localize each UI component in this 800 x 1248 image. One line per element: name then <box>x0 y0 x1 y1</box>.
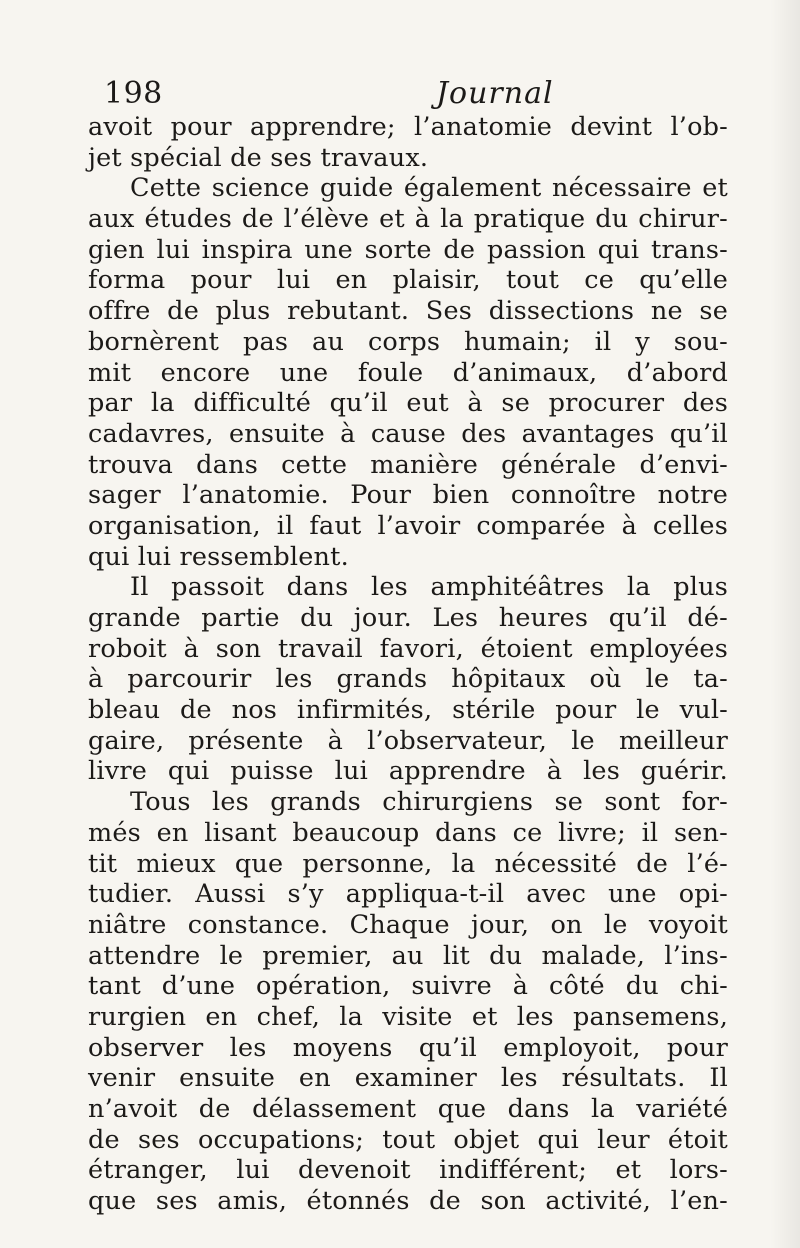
text-line: attendre le premier, au lit du malade, l’ins- <box>88 940 728 971</box>
text-line: forma pour lui en plaisir, tout ce qu’elle <box>88 265 728 296</box>
text-line: à parcourir les grands hôpitaux où le ta- <box>88 664 728 695</box>
page-edge-shadow <box>770 0 800 1248</box>
text-line: gaire, présente à l’observateur, le meilleur <box>88 725 728 756</box>
text-line: que ses amis, étonnés de son activité, l’en- <box>88 1186 728 1217</box>
text-line: étranger, lui devenoit indifférent; et lors- <box>88 1155 728 1186</box>
text-line: venir ensuite en examiner les résultats. Il <box>88 1063 728 1094</box>
text-line: n’avoit de délassement que dans la variété <box>88 1094 728 1124</box>
text-line: Il passoit dans les amphitéâtres la plus <box>130 572 728 603</box>
text-line: avoit pour apprendre; l’anatomie devint l’ob- <box>88 112 728 142</box>
text-line: grande partie du jour. Les heures qu’il dé- <box>88 603 728 633</box>
text-line: niâtre constance. Chaque jour, on le voyoit <box>88 909 728 940</box>
text-line: jet spécial de ses travaux. <box>88 142 429 173</box>
text-line: sager l’anatomie. Pour bien connoître notre <box>88 480 728 511</box>
body-text <box>88 112 728 1217</box>
text-line: més en lisant beaucoup dans ce livre; il sen- <box>88 817 728 848</box>
text-line: tit mieux que personne, la nécessité de l’é- <box>88 848 728 879</box>
text-line: tant d’une opération, suivre à côté du chi- <box>88 971 728 1002</box>
text-line: observer les moyens qu’il employoit, pour <box>88 1032 728 1063</box>
page-number: 198 <box>104 76 163 111</box>
text-line: trouva dans cette manière générale d’envi- <box>88 449 728 480</box>
text-line: Cette science guide également nécessaire et <box>130 173 728 204</box>
text-line: de ses occupations; tout objet qui leur étoit <box>88 1124 728 1155</box>
text-line: roboit à son travail favori, étoient employées <box>88 633 728 664</box>
text-line: cadavres, ensuite à cause des avantages qu’il <box>88 418 728 449</box>
text-line: bleau de nos infirmités, stérile pour le vul- <box>88 695 728 726</box>
text-line: offre de plus rebutant. Ses dissections ne se <box>88 296 728 327</box>
text-line: bornèrent pas au corps humain; il y sou- <box>88 326 728 357</box>
text-line: gien lui inspira une sorte de passion qui trans- <box>88 234 728 265</box>
text-line: rurgien en chef, la visite et les pansemens, <box>88 1001 728 1032</box>
text-line: mit encore une foule d’animaux, d’abord <box>88 357 728 388</box>
page-header <box>96 72 726 116</box>
text-line: tudier. Aussi s’y appliqua-t-il avec une opi- <box>88 879 728 910</box>
text-line: qui lui ressemblent. <box>88 541 349 572</box>
text-line: aux études de l’élève et à la pratique du chirur- <box>88 204 728 235</box>
text-line: par la difficulté qu’il eut à se procurer des <box>88 388 728 419</box>
text-line: Tous les grands chirurgiens se sont for- <box>130 787 728 818</box>
text-line: organisation, il faut l’avoir comparée à celles <box>88 510 728 541</box>
running-head: Journal <box>436 76 554 111</box>
text-line: livre qui puisse lui apprendre à les guérir. <box>88 756 728 787</box>
